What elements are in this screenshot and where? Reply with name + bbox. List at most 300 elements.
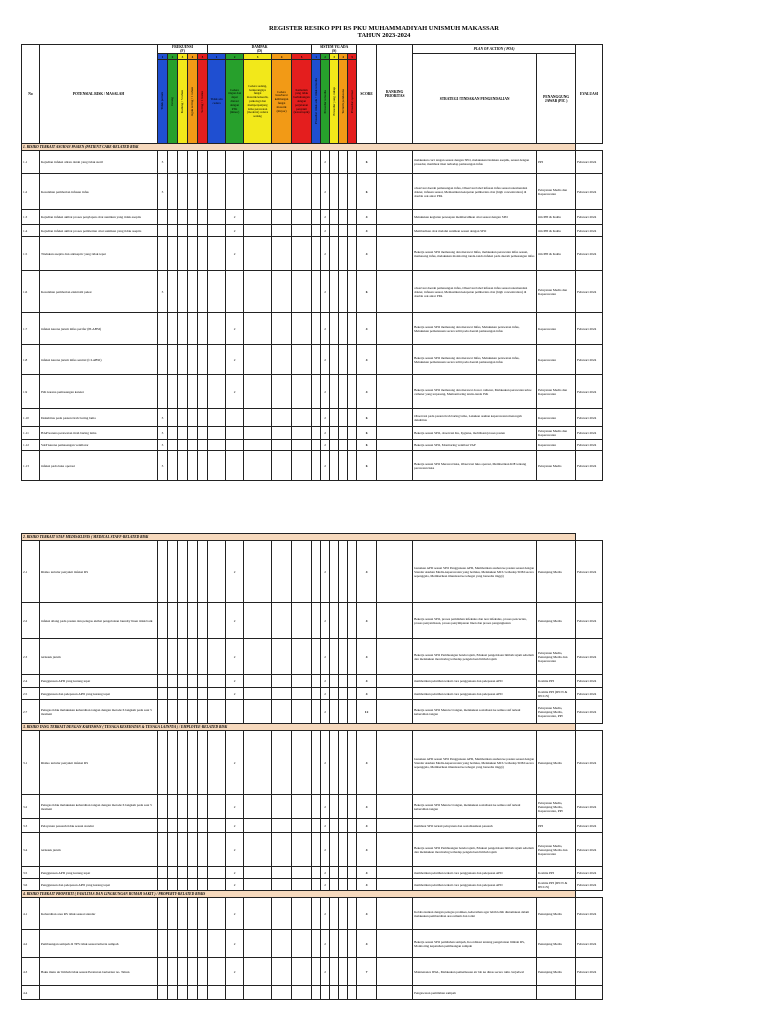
strategy-cell: Memberikan obat melalui suntikan sesuai dengan SPO bbox=[413, 225, 537, 237]
freq-cell bbox=[158, 879, 168, 891]
freq-scale-label bbox=[188, 60, 198, 144]
pic-cell: Keperawatan bbox=[537, 345, 576, 375]
impact-cell bbox=[208, 688, 226, 700]
impact-cell bbox=[226, 986, 244, 1000]
impact-scale-label bbox=[292, 60, 312, 144]
impact-cell bbox=[244, 375, 272, 409]
system-cell bbox=[348, 898, 357, 930]
impact-cell bbox=[272, 603, 292, 639]
freq-cell bbox=[198, 375, 208, 409]
system-cell bbox=[312, 795, 321, 819]
pic-cell: Komite PPI (IPCN & IPCLN) bbox=[537, 879, 576, 891]
row-number: 1.4 bbox=[22, 225, 40, 237]
strategy-cell: Bekerja sesuai SPO memasang dan merawat dower catheter, Melakukan perawatan urine catheter yang terpasang, Memonitoring tanda-tanda ISK bbox=[413, 375, 537, 409]
strategy-cell: Bekerja sesuai SPO Pembuangan benda tajam, Edukasi pengelolaan limbah tajam sebelum dan melakukan monitoring terhadap pengelolaan limbah tajam bbox=[413, 639, 537, 675]
system-cell bbox=[339, 313, 348, 345]
table-row bbox=[22, 427, 603, 440]
risk-description: infeksi karena jarum infus sentral (CLABSI) bbox=[40, 345, 158, 375]
evaluation-cell: Februari 2024 bbox=[576, 225, 603, 237]
freq-cell bbox=[168, 833, 178, 867]
system-cell bbox=[312, 867, 321, 879]
impact-cell bbox=[272, 986, 292, 1000]
freq-cell bbox=[168, 237, 178, 271]
impact-cell bbox=[244, 345, 272, 375]
system-cell bbox=[312, 541, 321, 603]
system-cell bbox=[348, 345, 357, 375]
row-number: 1.12 bbox=[22, 440, 40, 451]
impact-cell bbox=[226, 427, 244, 440]
table-row bbox=[22, 409, 603, 427]
system-cell bbox=[339, 795, 348, 819]
impact-cell bbox=[292, 375, 312, 409]
row-number: 3.5 bbox=[22, 867, 40, 879]
table-row bbox=[22, 541, 603, 603]
header-evaluasi: EVALUASI bbox=[576, 45, 603, 144]
ranking-cell bbox=[377, 174, 413, 210]
system-scale-label bbox=[321, 60, 330, 144]
ranking-cell bbox=[377, 210, 413, 225]
score-cell bbox=[357, 986, 377, 1000]
freq-cell bbox=[158, 986, 168, 1000]
impact-cell: 2 bbox=[226, 541, 244, 603]
strategy-cell: Bekerja sesuai SPO Pembuangan benda tajam, Edukasi pengelolaan limbah tajam sebelum dan melakukan monitoring terhadap pengelolaan limbah tajam bbox=[413, 833, 537, 867]
freq-cell bbox=[168, 174, 178, 210]
impact-swatch-5: 5 bbox=[292, 54, 312, 60]
freq-cell bbox=[168, 225, 178, 237]
impact-cell bbox=[272, 639, 292, 675]
system-cell: 2 bbox=[321, 731, 330, 795]
section-title: 2. RISIKO TERKAIT STAF MEDIS/KLINIS ( MEDICAL STAFF-RELATED RISK bbox=[22, 534, 576, 541]
ranking-cell bbox=[377, 930, 413, 958]
impact-cell bbox=[272, 174, 292, 210]
impact-cell bbox=[244, 174, 272, 210]
ranking-cell bbox=[377, 225, 413, 237]
score-cell: 4 bbox=[357, 819, 377, 833]
ranking-cell bbox=[377, 151, 413, 174]
impact-cell bbox=[244, 958, 272, 986]
page-gap-cell bbox=[22, 481, 576, 534]
score-cell: 6 bbox=[357, 271, 377, 313]
freq-cell bbox=[188, 375, 198, 409]
row-number: 1.7 bbox=[22, 313, 40, 345]
system-cell bbox=[330, 151, 339, 174]
impact-cell bbox=[272, 271, 292, 313]
ranking-cell bbox=[377, 451, 413, 481]
freq-cell bbox=[188, 898, 198, 930]
header-frekuensi: FREKUENSI (F) bbox=[158, 45, 208, 54]
system-cell bbox=[339, 879, 348, 891]
freq-cell bbox=[188, 210, 198, 225]
freq-cell bbox=[158, 345, 168, 375]
row-number: 2.1 bbox=[22, 541, 40, 603]
freq-cell bbox=[188, 833, 198, 867]
strategy-cell: Pengawasan pemilahan sampah bbox=[413, 986, 537, 1000]
system-cell bbox=[330, 603, 339, 639]
scale-label-text: Prosedur tersedia bbox=[322, 89, 327, 114]
system-cell bbox=[330, 427, 339, 440]
scale-label-text: Tidak pernah bbox=[160, 92, 165, 111]
freq-cell bbox=[168, 867, 178, 879]
strategy-cell: Gunakan APD sesuai SPO Penggunaan APD, Memberikan asuhan ke pasien sesuai dengan Standar Asuhan Medis-keperawatan yang berlaku, Melakukan MCU terhadap SDM secara sepenggala, Memberikan imunisasi ke tehagai yang bersedia tinggi) bbox=[413, 731, 537, 795]
pic-cell: PPI bbox=[537, 819, 576, 833]
freq-cell bbox=[198, 958, 208, 986]
section-header-row bbox=[22, 534, 603, 541]
pic-cell: Keperawatan bbox=[537, 440, 576, 451]
freq-swatch-2: 2 bbox=[168, 54, 178, 60]
impact-cell bbox=[226, 451, 244, 481]
impact-cell bbox=[292, 688, 312, 700]
freq-cell bbox=[198, 675, 208, 688]
table-row bbox=[22, 440, 603, 451]
system-cell bbox=[348, 313, 357, 345]
pic-cell: Pelayanan Medis, Penunjang Medis dan Keperawatan bbox=[537, 639, 576, 675]
table-row bbox=[22, 833, 603, 867]
impact-cell bbox=[208, 867, 226, 879]
impact-cell bbox=[292, 271, 312, 313]
impact-cell bbox=[292, 427, 312, 440]
impact-cell bbox=[272, 898, 292, 930]
score-cell: 4 bbox=[357, 237, 377, 271]
row-number: 3.1 bbox=[22, 731, 40, 795]
section-title: 4. RISIKO TERKAIT PROPERTI ( FASILITAS DAN LINGKUNGAN RUMAH SAKIT ) / PROPERTY-RELATED RISKS bbox=[22, 891, 576, 898]
strategy-cell: Bekerja sesuai SPO, proses pemilahan infeksius dan non infeksius, proses pencucian, proses penyetrikaan, proses penyimpanan linen dan proses pengangkutan bbox=[413, 603, 537, 639]
system-cell bbox=[339, 867, 348, 879]
score-cell: 4 bbox=[357, 603, 377, 639]
header-pj: PENANGGUNG JAWAB (PIC ) bbox=[537, 54, 576, 144]
score-cell: 4 bbox=[357, 375, 377, 409]
system-cell bbox=[348, 440, 357, 451]
score-cell: 12 bbox=[357, 700, 377, 724]
freq-cell bbox=[178, 451, 188, 481]
freq-cell: 3 bbox=[158, 440, 168, 451]
pic-cell: Pelayanan Medis bbox=[537, 451, 576, 481]
system-cell bbox=[339, 225, 348, 237]
risk-description: Penggunaan APD yang kurang tepat bbox=[40, 675, 158, 688]
pic-cell: Pelayanan Medis, Penunjang Medis dan Keperawatan bbox=[537, 833, 576, 867]
impact-cell bbox=[244, 833, 272, 867]
impact-cell bbox=[244, 688, 272, 700]
row-number: 3.4 bbox=[22, 833, 40, 867]
system-cell bbox=[348, 731, 357, 795]
freq-cell bbox=[188, 151, 198, 174]
ranking-cell bbox=[377, 603, 413, 639]
system-cell: 2 bbox=[321, 639, 330, 675]
ranking-cell bbox=[377, 898, 413, 930]
freq-cell bbox=[178, 151, 188, 174]
freq-cell bbox=[198, 174, 208, 210]
impact-cell bbox=[272, 313, 292, 345]
strategy-cell: Observasi pada pasien tirah baring lama, Lakukan asuhan keperawatan mencegah dekubitus bbox=[413, 409, 537, 427]
table-row bbox=[22, 237, 603, 271]
system-cell bbox=[312, 237, 321, 271]
score-cell: 4 bbox=[357, 898, 377, 930]
system-cell bbox=[348, 603, 357, 639]
system-cell bbox=[330, 345, 339, 375]
freq-cell bbox=[158, 237, 168, 271]
row-number: 1.6 bbox=[22, 271, 40, 313]
evaluation-cell: Februari 2024 bbox=[576, 210, 603, 225]
freq-cell bbox=[168, 210, 178, 225]
table-row bbox=[22, 639, 603, 675]
impact-cell bbox=[208, 958, 226, 986]
freq-cell bbox=[168, 795, 178, 819]
scale-label-text: Kematian yang tidak berhubungan dengan perjalanan penyakit (katastropik) bbox=[293, 87, 310, 115]
freq-cell bbox=[198, 898, 208, 930]
system-cell bbox=[339, 986, 348, 1000]
impact-cell bbox=[292, 833, 312, 867]
score-cell: 4 bbox=[357, 313, 377, 345]
system-cell bbox=[339, 237, 348, 271]
system-cell bbox=[339, 639, 348, 675]
system-cell: 2 bbox=[321, 867, 330, 879]
freq-cell bbox=[158, 541, 168, 603]
table-row bbox=[22, 986, 603, 1000]
system-cell bbox=[312, 898, 321, 930]
freq-cell bbox=[158, 675, 168, 688]
impact-cell bbox=[244, 313, 272, 345]
freq-cell bbox=[188, 930, 198, 958]
system-cell: 2 bbox=[321, 795, 330, 819]
evaluation-cell: Februari 2024 bbox=[576, 451, 603, 481]
system-cell bbox=[339, 151, 348, 174]
system-cell bbox=[348, 819, 357, 833]
impact-cell bbox=[292, 451, 312, 481]
system-cell bbox=[348, 427, 357, 440]
pic-cell: Pelayanan Medis, Penunjang Medis, Keperawatan, PPI bbox=[537, 700, 576, 724]
freq-cell bbox=[198, 427, 208, 440]
freq-cell bbox=[168, 375, 178, 409]
system-cell bbox=[330, 700, 339, 724]
risk-description: VAP karena pemasangan ventilator bbox=[40, 440, 158, 451]
system-cell: 2 bbox=[321, 427, 330, 440]
freq-cell bbox=[168, 427, 178, 440]
impact-swatch-3: 3 bbox=[244, 54, 272, 60]
system-cell bbox=[339, 731, 348, 795]
document-title: REGISTER RESIKO PPI RS PKU MUHAMMADIYAH UNISMUH MAKASSAR bbox=[269, 25, 499, 32]
table-row bbox=[22, 879, 603, 891]
system-cell bbox=[348, 210, 357, 225]
section-title: 1. RISIKO TERKAIT ASUHAN PASIEN (PATIENT CARE-RELATED RISK bbox=[22, 144, 576, 151]
freq-cell bbox=[198, 271, 208, 313]
freq-swatch-4: 4 bbox=[188, 54, 198, 60]
score-cell: 6 bbox=[357, 451, 377, 481]
impact-cell: 2 bbox=[226, 675, 244, 688]
pic-cell: Pelayanan Medis dan Keperawatan bbox=[537, 174, 576, 210]
system-cell bbox=[330, 795, 339, 819]
freq-cell bbox=[168, 541, 178, 603]
table-row bbox=[22, 603, 603, 639]
impact-cell bbox=[244, 930, 272, 958]
strategy-cell: Bekerja sesuai SPO Merawat luka, Observasi luka operasi, Memberikan KIE tentang perawatan luka bbox=[413, 451, 537, 481]
freq-scale-label bbox=[168, 60, 178, 144]
system-cell bbox=[348, 700, 357, 724]
impact-cell: 2 bbox=[226, 688, 244, 700]
impact-cell bbox=[272, 879, 292, 891]
freq-cell bbox=[158, 688, 168, 700]
freq-cell bbox=[168, 639, 178, 675]
freq-cell bbox=[178, 795, 188, 819]
impact-cell bbox=[208, 345, 226, 375]
impact-cell bbox=[244, 867, 272, 879]
impact-cell bbox=[272, 819, 292, 833]
impact-cell bbox=[292, 675, 312, 688]
scale-label-text: Cedera luas/berat kehilangan fungsi motorik (mayor) bbox=[274, 89, 289, 113]
system-cell bbox=[348, 795, 357, 819]
freq-cell bbox=[178, 409, 188, 427]
system-cell bbox=[312, 409, 321, 427]
system-swatch-4: 4 bbox=[339, 54, 348, 60]
impact-cell bbox=[208, 151, 226, 174]
impact-cell bbox=[244, 731, 272, 795]
evaluation-cell: Februari 2024 bbox=[576, 958, 603, 986]
freq-cell bbox=[178, 210, 188, 225]
impact-cell bbox=[208, 237, 226, 271]
system-cell bbox=[312, 639, 321, 675]
evaluation-cell: Februari 2024 bbox=[576, 867, 603, 879]
system-cell bbox=[312, 174, 321, 210]
freq-cell bbox=[168, 440, 178, 451]
row-number: 1.13 bbox=[22, 451, 40, 481]
impact-cell bbox=[208, 375, 226, 409]
impact-cell: 2 bbox=[226, 819, 244, 833]
system-cell bbox=[330, 731, 339, 795]
freq-cell bbox=[178, 345, 188, 375]
impact-cell bbox=[244, 225, 272, 237]
impact-cell bbox=[272, 958, 292, 986]
freq-cell: 3 bbox=[158, 409, 168, 427]
ranking-cell bbox=[377, 427, 413, 440]
evaluation-cell: Februari 2024 bbox=[576, 237, 603, 271]
freq-cell bbox=[198, 930, 208, 958]
table-row bbox=[22, 898, 603, 930]
freq-cell bbox=[198, 313, 208, 345]
table-row bbox=[22, 688, 603, 700]
risk-description: tertusuk jarum bbox=[40, 833, 158, 867]
risk-description: Kejadian infeksi akibat proses penyiapan obat suntikan yang tidak aseptis bbox=[40, 210, 158, 225]
pic-cell: Pelayanan Medis dan Keperawatan bbox=[537, 427, 576, 440]
impact-cell bbox=[244, 819, 272, 833]
impact-cell bbox=[292, 541, 312, 603]
system-cell bbox=[339, 700, 348, 724]
freq-cell bbox=[188, 409, 198, 427]
impact-cell bbox=[244, 237, 272, 271]
ranking-cell bbox=[377, 795, 413, 819]
ranking-cell bbox=[377, 819, 413, 833]
freq-cell bbox=[198, 151, 208, 174]
system-cell bbox=[312, 986, 321, 1000]
ranking-cell bbox=[377, 313, 413, 345]
strategy-cell: Bekerja sesuai SPO, observasi Ku, hygiene, mobilisasi/proses pasien bbox=[413, 427, 537, 440]
freq-cell: 3 bbox=[158, 174, 168, 210]
system-cell bbox=[348, 225, 357, 237]
strategy-cell: Bekerja sesuai SPO memasang dan merawat Infus, Melakukan perawatan infus, Melakukan pemantauan secara teliti pada daerah pemasangan infus bbox=[413, 313, 537, 345]
scale-label-text: Kadang / 5 tahun bbox=[180, 89, 185, 113]
pic-cell: Pelayanan Medis dan Keperawatan bbox=[537, 271, 576, 313]
freq-cell bbox=[168, 879, 178, 891]
risk-description: Kesalahan pemberian infusan infus bbox=[40, 174, 158, 210]
impact-cell: 2 bbox=[226, 225, 244, 237]
header-strategi: STRATEGI /TINDAKAN PENGENDALIAN bbox=[413, 54, 537, 144]
freq-cell bbox=[188, 795, 198, 819]
freq-cell bbox=[168, 409, 178, 427]
freq-cell bbox=[188, 867, 198, 879]
strategy-cell: Bekerja sesuai SPO, Monitoring ventilasi VAP bbox=[413, 440, 537, 451]
risk-description: tertusuk jarum bbox=[40, 639, 158, 675]
evaluation-cell: Februari 2024 bbox=[576, 375, 603, 409]
freq-cell bbox=[178, 237, 188, 271]
score-cell: 4 bbox=[357, 833, 377, 867]
impact-cell bbox=[244, 210, 272, 225]
impact-cell: 2 bbox=[226, 345, 244, 375]
system-cell bbox=[330, 930, 339, 958]
header-no: No bbox=[22, 45, 40, 144]
score-cell: 4 bbox=[357, 225, 377, 237]
ranking-cell bbox=[377, 271, 413, 313]
header-dampak: DAMPAK (D) bbox=[208, 45, 312, 54]
freq-cell bbox=[198, 440, 208, 451]
impact-cell bbox=[208, 879, 226, 891]
system-cell bbox=[312, 700, 321, 724]
impact-cell bbox=[272, 541, 292, 603]
system-cell bbox=[330, 440, 339, 451]
impact-cell: 2 bbox=[226, 237, 244, 271]
freq-cell bbox=[168, 930, 178, 958]
header-risk: POTENSIAL RISK / MASALAH bbox=[40, 45, 158, 144]
score-cell: 7 bbox=[357, 958, 377, 986]
impact-cell bbox=[244, 151, 272, 174]
system-cell bbox=[348, 541, 357, 603]
system-cell bbox=[348, 639, 357, 675]
impact-cell: 2 bbox=[226, 930, 244, 958]
section-header-row bbox=[22, 724, 603, 731]
freq-cell bbox=[198, 819, 208, 833]
header-top-row bbox=[22, 45, 603, 54]
system-cell bbox=[330, 898, 339, 930]
freq-cell bbox=[188, 313, 198, 345]
freq-cell bbox=[158, 867, 168, 879]
impact-cell bbox=[272, 440, 292, 451]
impact-cell bbox=[272, 731, 292, 795]
freq-cell bbox=[178, 313, 188, 345]
scale-label-text: Cedera ringan dan dapat diatasi dengan P3K (minor) bbox=[227, 87, 242, 115]
evaluation-cell: Februari 2024 bbox=[576, 427, 603, 440]
system-scale-label bbox=[312, 60, 321, 144]
system-cell bbox=[339, 174, 348, 210]
system-swatch-1: 1 bbox=[312, 54, 321, 60]
system-cell: 2 bbox=[321, 375, 330, 409]
table-row bbox=[22, 795, 603, 819]
risk-description: Penggunaan dan pelepasan APD yang kurang tepat bbox=[40, 688, 158, 700]
table-row bbox=[22, 271, 603, 313]
risk-description: infeksi pada luka operasi bbox=[40, 451, 158, 481]
impact-cell bbox=[244, 409, 272, 427]
freq-cell bbox=[198, 237, 208, 271]
system-cell: 2 bbox=[321, 879, 330, 891]
system-cell bbox=[330, 375, 339, 409]
impact-cell: 2 bbox=[226, 795, 244, 819]
ranking-cell bbox=[377, 986, 413, 1000]
row-number: 1.10 bbox=[22, 409, 40, 427]
system-cell bbox=[348, 930, 357, 958]
risk-description: Kejadian infeksi aliran darah yang tidak steril bbox=[40, 151, 158, 174]
system-cell bbox=[330, 210, 339, 225]
freq-cell bbox=[178, 440, 188, 451]
row-number: 1.11 bbox=[22, 427, 40, 440]
system-cell bbox=[330, 409, 339, 427]
freq-cell bbox=[168, 345, 178, 375]
freq-cell bbox=[168, 958, 178, 986]
system-cell bbox=[330, 225, 339, 237]
